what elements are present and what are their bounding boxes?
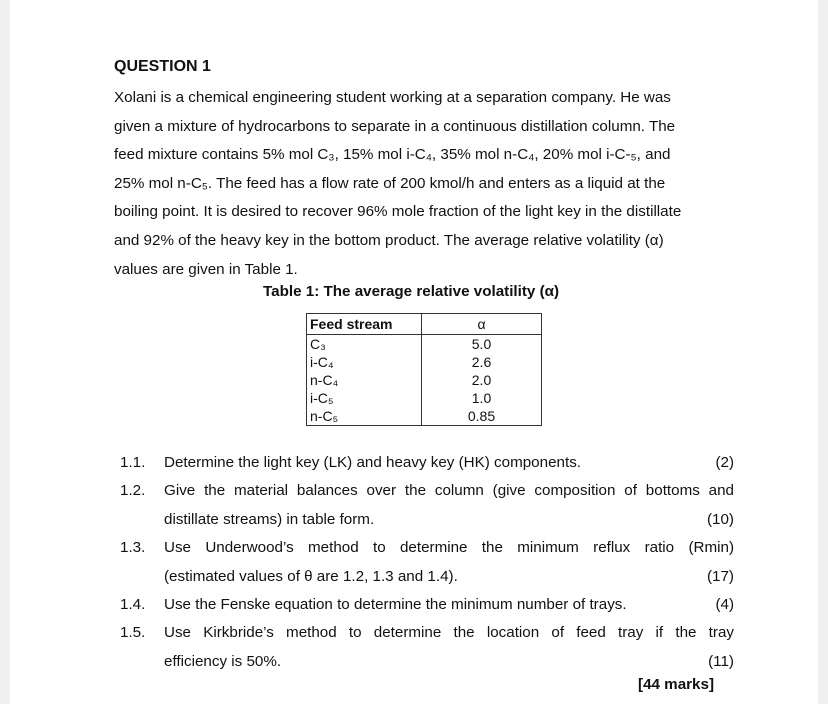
subquestion-1-1 [120,449,734,477]
table-row [307,353,542,371]
table-header-row [307,314,542,335]
subquestion-text: Use Kirkbride’s method to determine the location of feed tray if the tray [164,624,734,642]
cell-alpha: 2.0 [422,371,542,389]
paragraph-line: 25% mol n-C₅. The feed has a flow rate of 200 kmol/h and enters as a liquid at the [114,174,666,192]
header-alpha: α [422,314,542,335]
cell-alpha: 1.0 [422,389,542,407]
subquestion-text: Determine the light key (LK) and heavy key (HK) components. [164,454,582,471]
total-marks: [44 marks] [638,676,714,693]
paragraph-line: given a mixture of hydrocarbons to separate in a continuous distillation column. The [114,117,676,135]
cell-stream: n-C₄ [307,371,422,389]
subquestion-1-3 [120,534,734,591]
subquestion-number: 1.4. [120,596,146,614]
question-paragraph [114,84,734,284]
document-page [10,0,818,704]
subquestion-number: 1.2. [120,482,146,500]
subquestion-text: Give the material balances over the column (give composition of bottoms and [164,482,734,500]
subquestion-number: 1.3. [120,539,146,557]
cell-alpha: 2.6 [422,353,542,371]
cell-alpha: 5.0 [422,335,542,354]
cell-stream: C₃ [307,335,422,354]
paragraph-line: boiling point. It is desired to recover 96% mole fraction of the light key in the distillate [114,203,682,221]
subquestion-text: Use Underwood’s method to determine the minimum reflux ratio (Rmin) [164,539,734,557]
table-row [307,371,542,389]
subquestion-list [120,449,734,676]
volatility-table [306,313,542,426]
subquestion-number: 1.5. [120,624,146,642]
subquestion-text: (estimated values of θ are 1.2, 1.3 and 1.4). [164,567,458,585]
subquestion-1-2 [120,477,734,534]
subquestion-number: 1.1. [120,454,146,471]
subquestion-text: distillate streams) in table form. [164,510,375,528]
header-feed-stream: Feed stream [307,314,422,335]
subquestion-marks: (10) [706,510,734,528]
subquestion-text: Use the Fenske equation to determine the minimum number of trays. [164,596,627,614]
subquestion-marks: (11) [708,652,734,670]
subquestion-1-4 [120,591,734,619]
paragraph-line: Xolani is a chemical engineering student working at a separation company. He was [114,89,671,106]
table-caption: Table 1: The average relative volatility (α) [263,283,560,300]
paragraph-line: values are given in Table 1. [114,260,298,278]
subquestion-marks: (4) [715,596,734,614]
cell-stream: n-C₅ [307,407,422,426]
cell-stream: i-C₅ [307,389,422,407]
subquestion-1-5 [120,619,734,676]
subquestion-marks: (17) [706,567,734,585]
cell-alpha: 0.85 [422,407,542,426]
subquestion-text: efficiency is 50%. [164,652,282,670]
subquestion-marks: (2) [715,454,734,471]
table-row [307,389,542,407]
question-heading: QUESTION 1 [114,58,211,75]
paragraph-line: feed mixture contains 5% mol C₃, 15% mol i-C₄, 35% mol n-C₄, 20% mol i-C-₅, and [114,146,671,164]
table-row [307,407,542,426]
table-row [307,335,542,354]
paragraph-line: and 92% of the heavy key in the bottom product. The average relative volatility (α) [114,231,664,249]
cell-stream: i-C₄ [307,353,422,371]
